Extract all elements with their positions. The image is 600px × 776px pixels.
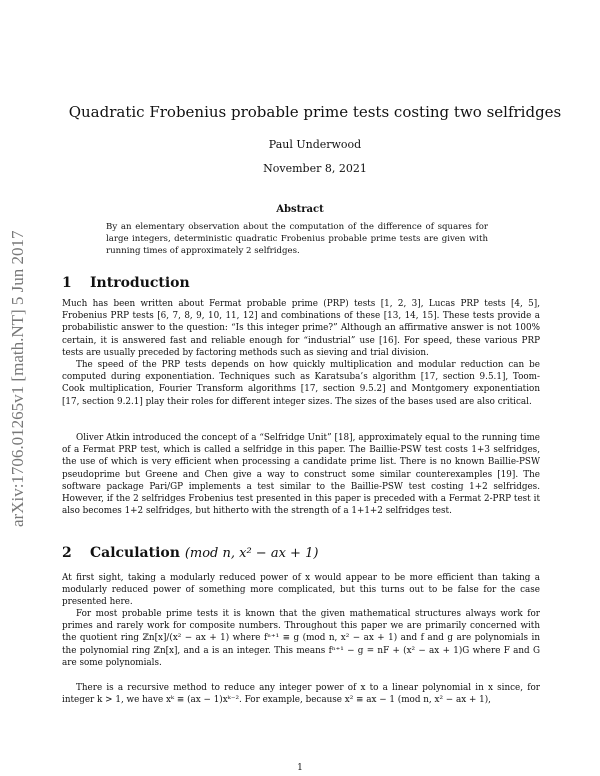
section-2-title-math: (mod n, x² − ax + 1) xyxy=(184,546,319,561)
section-1-paragraph-2: The speed of the PRP tests depends on how quickly multiplication and modular reduction can be computed during exponentiation. Techniques such as Karatsuba’s algorithm [17, section 9.5.1], Toom-Cook multiplication, Fourier Transform algorithms [17, section 9.5.2] and Montgomery exponentiation [17, section 9.2.1] play their roles for different integer sizes. The sizes of the bases used are also critical. xyxy=(62,360,540,407)
paper-title: Quadratic Frobenius probable prime tests costing two selfridges xyxy=(68,103,562,121)
page-number: 1 xyxy=(297,763,303,773)
section-1-title: Introduction xyxy=(90,275,190,291)
section-2-paragraph-3: There is a recursive method to reduce any integer power of x to a linear polynomial in x since, for integer k > 1, we have xᵏ ≡ (ax − 1)xᵏ⁻². For example, because x² ≡ ax − 1 (mod n, x² − ax + 1), xyxy=(62,683,540,706)
section-1-number: 1 xyxy=(62,275,72,291)
section-1-heading xyxy=(62,275,190,291)
arxiv-identifier: arXiv:1706.01265v1 [math.NT] 5 Jun 2017 xyxy=(8,230,27,528)
author-name: Paul Underwood xyxy=(268,138,362,151)
section-2-title: Calculation xyxy=(90,545,180,561)
section-2-paragraph-1: At first sight, taking a modularly reduced power of x would appear to be more efficient than taking a modularly reduced power of something more complicated, but this turns out to be false for the case presented here. xyxy=(62,573,540,608)
section-1-paragraph-1: Much has been written about Fermat probable prime (PRP) tests [1, 2, 3], Lucas PRP tests [4, 5], Frobenius PRP tests [6, 7, 8, 9, 10, 11, 12] and combinations of these [13, 14, 15]. These tests provide a probabilistic answer to the question: “Is this integer prime?” Although an affirmative answer is not 100% certain, it is answered fast and reliable enough for “industrial” use [16]. For speed, these various PRP tests are usually preceded by factoring methods such as sieving and trial division. xyxy=(62,299,540,358)
section-2-number: 2 xyxy=(62,545,72,561)
section-2-heading xyxy=(62,545,318,561)
abstract-text: By an elementary observation about the computation of the difference of squares for large integers, deterministic quadratic Frobenius probable prime tests are given with running times of approximately 2 selfridges. xyxy=(106,222,488,256)
section-2-paragraph-2: For most probable prime tests it is known that the given mathematical structures always work for primes and rarely work for composite numbers. Throughout this paper we are primarily concerned with the quotient ring ℤn[x]/(x² − ax + 1) where fⁿ⁺¹ ≡ g (mod n, x² − ax + 1) and f and g are polynomials in the polynomial ring ℤn[x], and a is an integer. This means fⁿ⁺¹ − g = nF + (x² − ax + 1)G where F and G are some polynomials. xyxy=(62,609,540,668)
section-1-paragraph-3: Oliver Atkin introduced the concept of a “Selfridge Unit” [18], approximately equal to the running time of a Fermat PRP test, which is called a selfridge in this paper. The Baillie-PSW test costs 1+3 selfridges, the use of which is very efficient when processing a candidate prime list. There is no known Baillie-PSW pseudoprime but Greene and Chen give a way to construct some similar counterexamples [19]. The software package Pari/GP implements a test similar to the Baillie-PSW test costing 1+2 selfridges. However, if the 2 selfridges Frobenius test presented in this paper is preceded with a Fermat 2-PRP test it also becomes 1+2 selfridges, but hitherto with the strength of a 1+1+2 selfridges test. xyxy=(62,433,540,517)
paper-date: November 8, 2021 xyxy=(263,162,367,175)
abstract-heading: Abstract xyxy=(276,204,324,215)
